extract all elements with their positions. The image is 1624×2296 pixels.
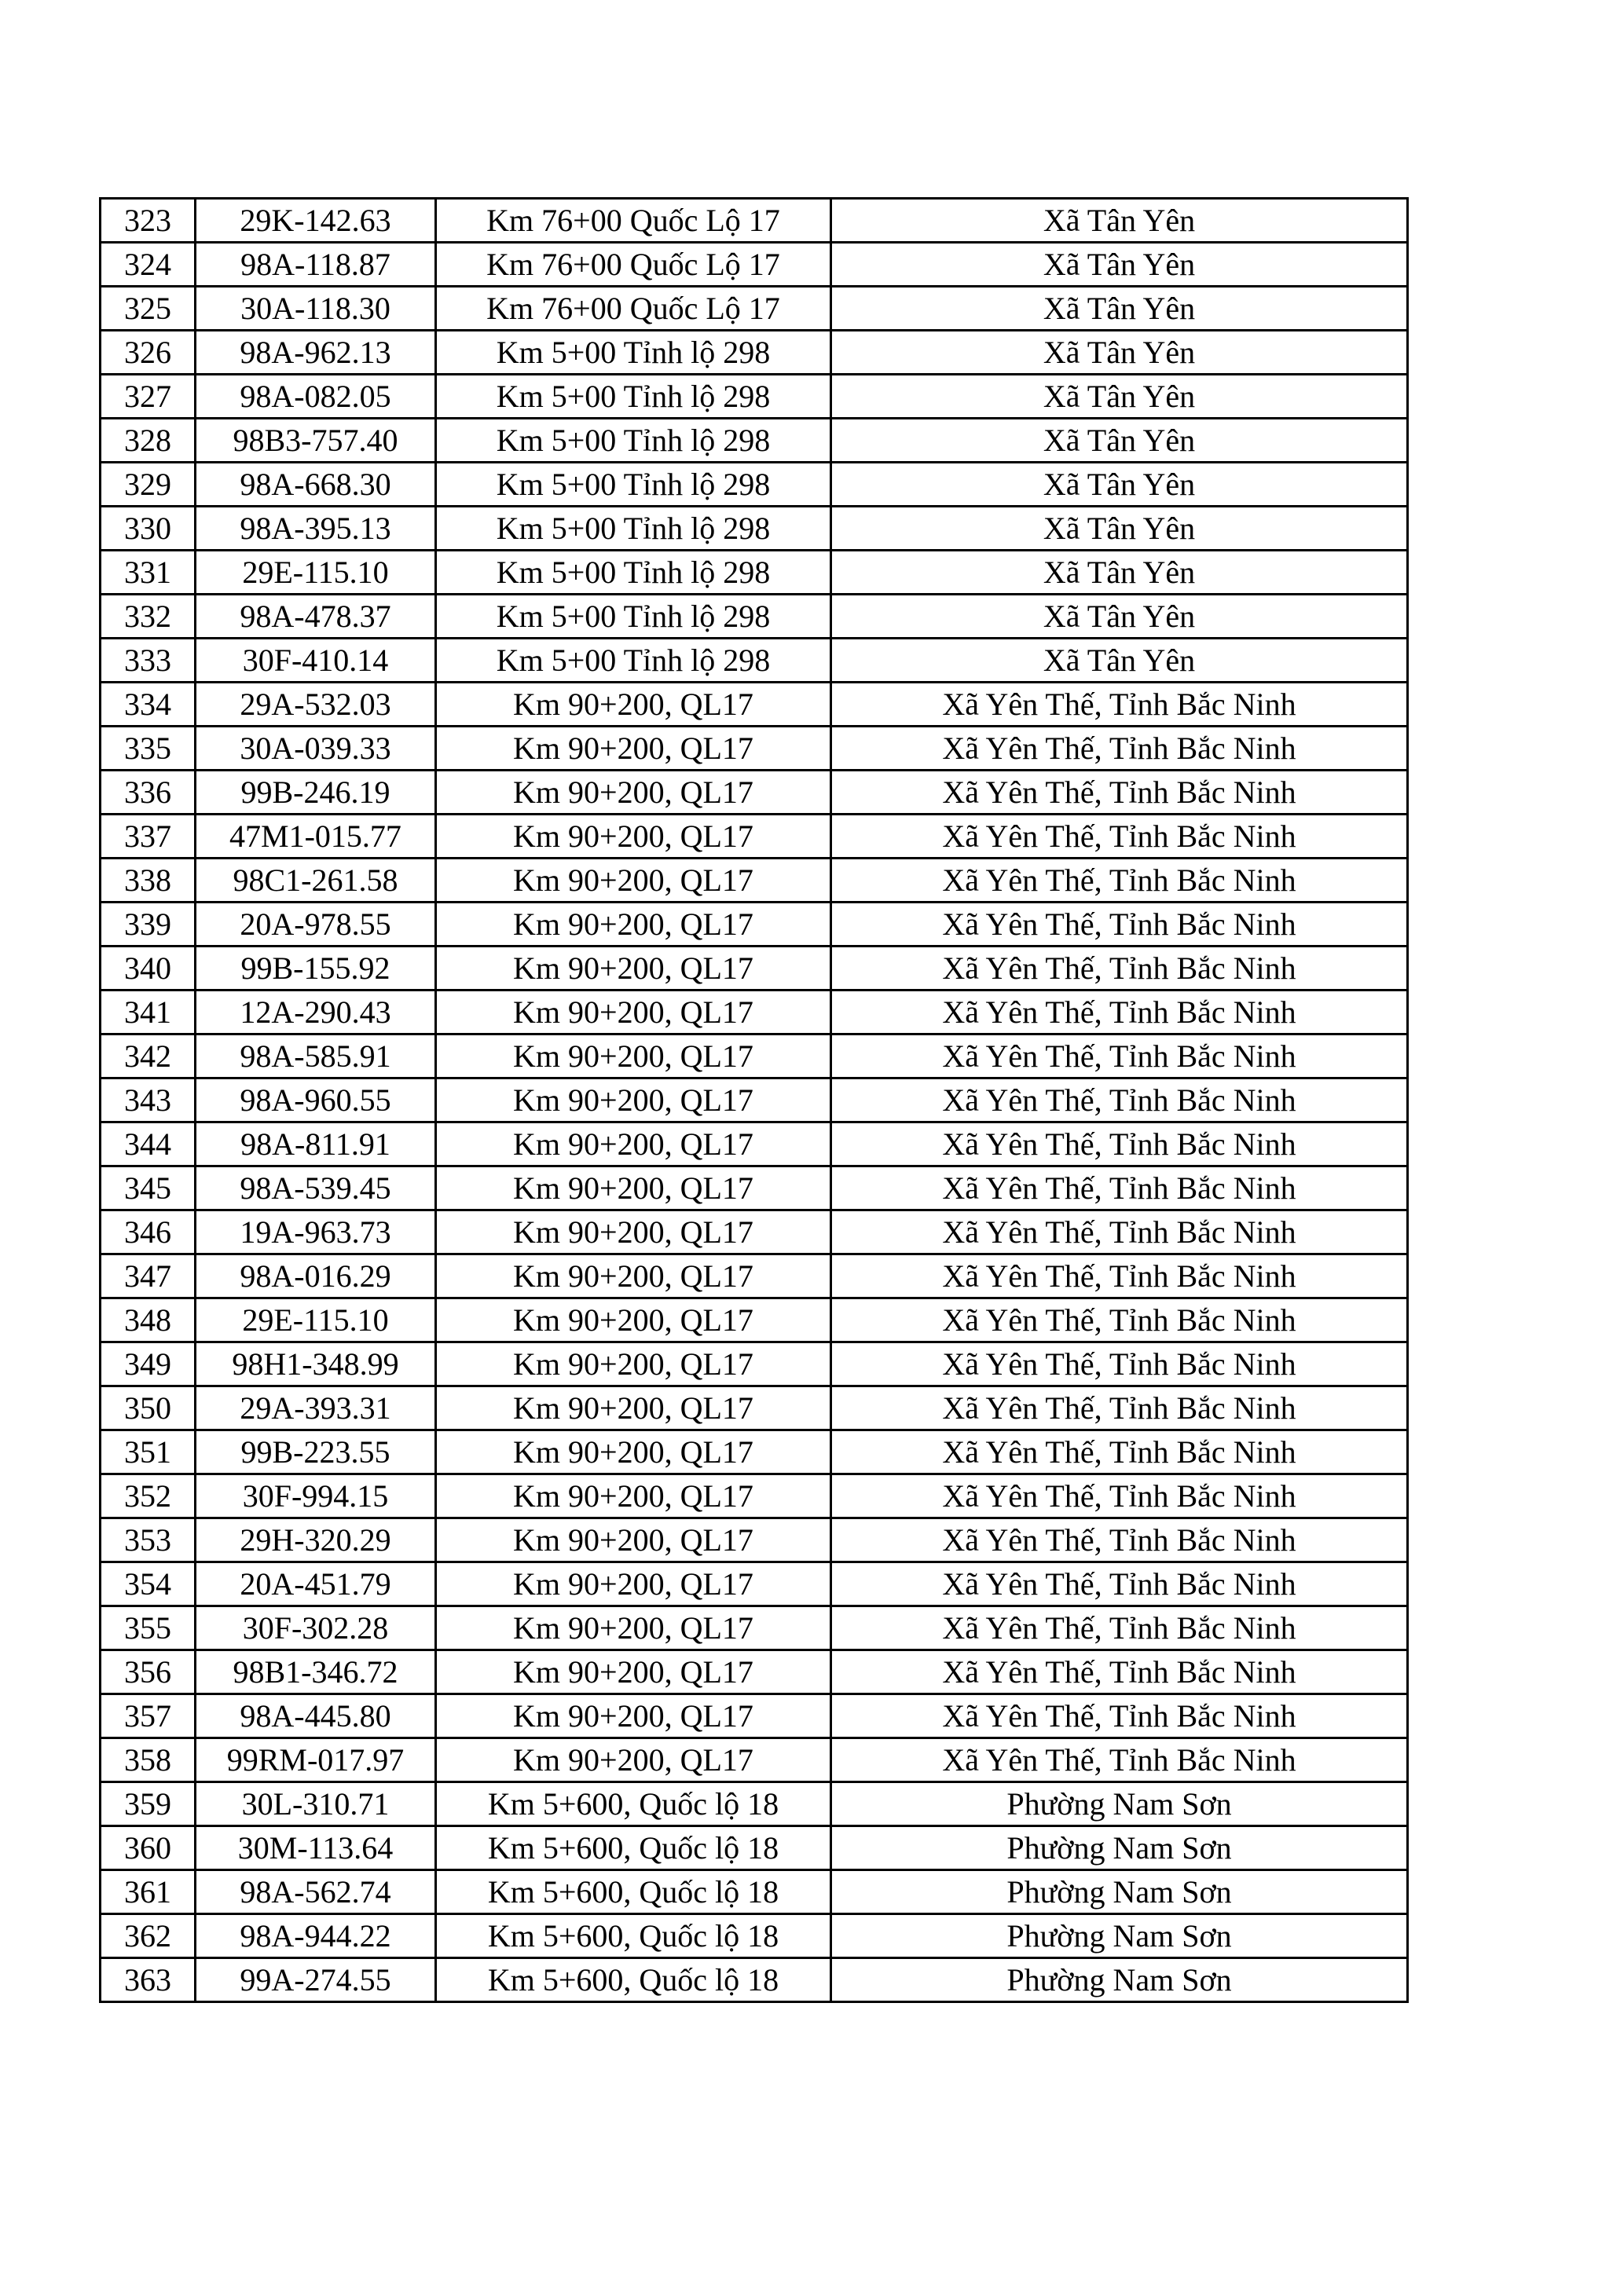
license-plate-cell: 98B3-757.40 — [196, 419, 436, 463]
license-plate-cell: 99B-223.55 — [196, 1430, 436, 1474]
license-plate-cell: 98A-585.91 — [196, 1034, 436, 1078]
location-cell: Km 90+200, QL17 — [436, 1342, 831, 1386]
unit-cell: Xã Yên Thế, Tỉnh Bắc Ninh — [831, 1342, 1408, 1386]
location-cell: Km 76+00 Quốc Lộ 17 — [436, 243, 831, 287]
unit-cell: Phường Nam Sơn — [831, 1782, 1408, 1826]
license-plate-cell: 98A-016.29 — [196, 1254, 436, 1298]
license-plate-cell: 20A-451.79 — [196, 1562, 436, 1606]
unit-cell: Xã Tân Yên — [831, 243, 1408, 287]
location-cell: Km 5+600, Quốc lộ 18 — [436, 1870, 831, 1914]
row-number-cell: 348 — [101, 1298, 196, 1342]
license-plate-cell: 98H1-348.99 — [196, 1342, 436, 1386]
location-cell: Km 5+600, Quốc lộ 18 — [436, 1958, 831, 2002]
table-row — [101, 1562, 1408, 1606]
unit-cell: Phường Nam Sơn — [831, 1870, 1408, 1914]
license-plate-cell: 30A-118.30 — [196, 287, 436, 331]
row-number-cell: 349 — [101, 1342, 196, 1386]
unit-cell: Xã Tân Yên — [831, 595, 1408, 639]
unit-cell: Xã Tân Yên — [831, 463, 1408, 507]
unit-cell: Xã Yên Thế, Tỉnh Bắc Ninh — [831, 1078, 1408, 1122]
row-number-cell: 324 — [101, 243, 196, 287]
license-plate-cell: 12A-290.43 — [196, 991, 436, 1034]
row-number-cell: 343 — [101, 1078, 196, 1122]
location-cell: Km 90+200, QL17 — [436, 1122, 831, 1166]
location-cell: Km 5+600, Quốc lộ 18 — [436, 1782, 831, 1826]
row-number-cell: 344 — [101, 1122, 196, 1166]
location-cell: Km 5+00 Tỉnh lộ 298 — [436, 375, 831, 419]
row-number-cell: 361 — [101, 1870, 196, 1914]
license-plate-cell: 98A-944.22 — [196, 1914, 436, 1958]
row-number-cell: 363 — [101, 1958, 196, 2002]
row-number-cell: 339 — [101, 903, 196, 947]
unit-cell: Phường Nam Sơn — [831, 1958, 1408, 2002]
unit-cell: Xã Yên Thế, Tỉnh Bắc Ninh — [831, 1430, 1408, 1474]
location-cell: Km 90+200, QL17 — [436, 1386, 831, 1430]
row-number-cell: 323 — [101, 199, 196, 243]
license-plate-cell: 29E-115.10 — [196, 551, 436, 595]
table-row — [101, 1518, 1408, 1562]
table-row — [101, 1298, 1408, 1342]
unit-cell: Phường Nam Sơn — [831, 1826, 1408, 1870]
unit-cell: Xã Yên Thế, Tỉnh Bắc Ninh — [831, 771, 1408, 815]
table-row — [101, 375, 1408, 419]
row-number-cell: 356 — [101, 1650, 196, 1694]
license-plate-cell: 29H-320.29 — [196, 1518, 436, 1562]
row-number-cell: 355 — [101, 1606, 196, 1650]
unit-cell: Xã Yên Thế, Tỉnh Bắc Ninh — [831, 859, 1408, 903]
row-number-cell: 350 — [101, 1386, 196, 1430]
license-plate-cell: 98A-962.13 — [196, 331, 436, 375]
location-cell: Km 5+00 Tỉnh lộ 298 — [436, 463, 831, 507]
row-number-cell: 358 — [101, 1738, 196, 1782]
license-plate-cell: 30F-994.15 — [196, 1474, 436, 1518]
unit-cell: Xã Yên Thế, Tỉnh Bắc Ninh — [831, 903, 1408, 947]
row-number-cell: 336 — [101, 771, 196, 815]
unit-cell: Xã Tân Yên — [831, 287, 1408, 331]
row-number-cell: 327 — [101, 375, 196, 419]
row-number-cell: 347 — [101, 1254, 196, 1298]
unit-cell: Xã Tân Yên — [831, 331, 1408, 375]
table-row — [101, 727, 1408, 771]
license-plate-cell: 98A-668.30 — [196, 463, 436, 507]
table-body — [101, 199, 1408, 2002]
license-plate-cell: 20A-978.55 — [196, 903, 436, 947]
license-plate-cell: 98B1-346.72 — [196, 1650, 436, 1694]
unit-cell: Xã Yên Thế, Tỉnh Bắc Ninh — [831, 1650, 1408, 1694]
table-row — [101, 463, 1408, 507]
row-number-cell: 328 — [101, 419, 196, 463]
location-cell: Km 5+600, Quốc lộ 18 — [436, 1826, 831, 1870]
table-row — [101, 507, 1408, 551]
row-number-cell: 337 — [101, 815, 196, 859]
location-cell: Km 90+200, QL17 — [436, 1738, 831, 1782]
location-cell: Km 90+200, QL17 — [436, 683, 831, 727]
table-row — [101, 1606, 1408, 1650]
table-row — [101, 1650, 1408, 1694]
table-row — [101, 1782, 1408, 1826]
location-cell: Km 76+00 Quốc Lộ 17 — [436, 199, 831, 243]
location-cell: Km 90+200, QL17 — [436, 947, 831, 991]
table-row — [101, 1826, 1408, 1870]
license-plate-cell: 29E-115.10 — [196, 1298, 436, 1342]
location-cell: Km 90+200, QL17 — [436, 859, 831, 903]
location-cell: Km 90+200, QL17 — [436, 1518, 831, 1562]
table-row — [101, 1342, 1408, 1386]
table-row — [101, 903, 1408, 947]
unit-cell: Xã Yên Thế, Tỉnh Bắc Ninh — [831, 683, 1408, 727]
location-cell: Km 5+00 Tỉnh lộ 298 — [436, 551, 831, 595]
license-plate-cell: 47M1-015.77 — [196, 815, 436, 859]
unit-cell: Xã Yên Thế, Tỉnh Bắc Ninh — [831, 1562, 1408, 1606]
location-cell: Km 90+200, QL17 — [436, 1078, 831, 1122]
location-cell: Km 90+200, QL17 — [436, 1650, 831, 1694]
unit-cell: Xã Yên Thế, Tỉnh Bắc Ninh — [831, 1166, 1408, 1210]
location-cell: Km 90+200, QL17 — [436, 815, 831, 859]
license-plate-cell: 99A-274.55 — [196, 1958, 436, 2002]
license-plate-cell: 98A-562.74 — [196, 1870, 436, 1914]
row-number-cell: 359 — [101, 1782, 196, 1826]
row-number-cell: 335 — [101, 727, 196, 771]
table-row — [101, 639, 1408, 683]
table-row — [101, 1386, 1408, 1430]
table-row — [101, 1166, 1408, 1210]
row-number-cell: 345 — [101, 1166, 196, 1210]
table-row — [101, 771, 1408, 815]
row-number-cell: 332 — [101, 595, 196, 639]
license-plate-cell: 99B-155.92 — [196, 947, 436, 991]
table-row — [101, 859, 1408, 903]
license-plate-cell: 30A-039.33 — [196, 727, 436, 771]
row-number-cell: 341 — [101, 991, 196, 1034]
table-row — [101, 1430, 1408, 1474]
row-number-cell: 352 — [101, 1474, 196, 1518]
location-cell: Km 90+200, QL17 — [436, 903, 831, 947]
unit-cell: Xã Yên Thế, Tỉnh Bắc Ninh — [831, 1518, 1408, 1562]
license-plate-cell: 98C1-261.58 — [196, 859, 436, 903]
row-number-cell: 351 — [101, 1430, 196, 1474]
unit-cell: Xã Yên Thế, Tỉnh Bắc Ninh — [831, 1606, 1408, 1650]
unit-cell: Xã Yên Thế, Tỉnh Bắc Ninh — [831, 947, 1408, 991]
license-plate-cell: 99RM-017.97 — [196, 1738, 436, 1782]
row-number-cell: 326 — [101, 331, 196, 375]
table-row — [101, 1078, 1408, 1122]
unit-cell: Xã Tân Yên — [831, 507, 1408, 551]
row-number-cell: 330 — [101, 507, 196, 551]
location-cell: Km 5+00 Tỉnh lộ 298 — [436, 639, 831, 683]
license-plate-cell: 29A-393.31 — [196, 1386, 436, 1430]
unit-cell: Xã Tân Yên — [831, 551, 1408, 595]
location-cell: Km 5+00 Tỉnh lộ 298 — [436, 507, 831, 551]
unit-cell: Xã Yên Thế, Tỉnh Bắc Ninh — [831, 1210, 1408, 1254]
unit-cell: Xã Yên Thế, Tỉnh Bắc Ninh — [831, 1474, 1408, 1518]
table-row — [101, 331, 1408, 375]
location-cell: Km 90+200, QL17 — [436, 1562, 831, 1606]
row-number-cell: 338 — [101, 859, 196, 903]
table-row — [101, 199, 1408, 243]
table-row — [101, 551, 1408, 595]
row-number-cell: 357 — [101, 1694, 196, 1738]
row-number-cell: 331 — [101, 551, 196, 595]
row-number-cell: 329 — [101, 463, 196, 507]
table-row — [101, 1694, 1408, 1738]
location-cell: Km 5+00 Tỉnh lộ 298 — [436, 331, 831, 375]
row-number-cell: 325 — [101, 287, 196, 331]
location-cell: Km 90+200, QL17 — [436, 1694, 831, 1738]
unit-cell: Xã Yên Thế, Tỉnh Bắc Ninh — [831, 1298, 1408, 1342]
unit-cell: Xã Yên Thế, Tỉnh Bắc Ninh — [831, 1034, 1408, 1078]
unit-cell: Xã Yên Thế, Tỉnh Bắc Ninh — [831, 1254, 1408, 1298]
license-plate-cell: 98A-478.37 — [196, 595, 436, 639]
row-number-cell: 360 — [101, 1826, 196, 1870]
table-row — [101, 1958, 1408, 2002]
license-plate-cell: 98A-539.45 — [196, 1166, 436, 1210]
unit-cell: Phường Nam Sơn — [831, 1914, 1408, 1958]
table-row — [101, 1254, 1408, 1298]
location-cell: Km 76+00 Quốc Lộ 17 — [436, 287, 831, 331]
table-row — [101, 243, 1408, 287]
license-plate-cell: 98A-395.13 — [196, 507, 436, 551]
license-plate-cell: 98A-960.55 — [196, 1078, 436, 1122]
unit-cell: Xã Yên Thế, Tỉnh Bắc Ninh — [831, 1122, 1408, 1166]
table-row — [101, 1210, 1408, 1254]
location-cell: Km 90+200, QL17 — [436, 1034, 831, 1078]
location-cell: Km 90+200, QL17 — [436, 771, 831, 815]
license-plate-cell: 99B-246.19 — [196, 771, 436, 815]
row-number-cell: 342 — [101, 1034, 196, 1078]
unit-cell: Xã Yên Thế, Tỉnh Bắc Ninh — [831, 815, 1408, 859]
location-cell: Km 5+00 Tỉnh lộ 298 — [436, 595, 831, 639]
unit-cell: Xã Yên Thế, Tỉnh Bắc Ninh — [831, 991, 1408, 1034]
unit-cell: Xã Yên Thế, Tỉnh Bắc Ninh — [831, 727, 1408, 771]
table-row — [101, 1914, 1408, 1958]
table-row — [101, 1870, 1408, 1914]
table-row — [101, 947, 1408, 991]
row-number-cell: 334 — [101, 683, 196, 727]
license-plate-cell: 98A-445.80 — [196, 1694, 436, 1738]
unit-cell: Xã Yên Thế, Tỉnh Bắc Ninh — [831, 1694, 1408, 1738]
table-row — [101, 683, 1408, 727]
unit-cell: Xã Yên Thế, Tỉnh Bắc Ninh — [831, 1386, 1408, 1430]
location-cell: Km 90+200, QL17 — [436, 1254, 831, 1298]
table-row — [101, 815, 1408, 859]
location-cell: Km 90+200, QL17 — [436, 1166, 831, 1210]
license-plate-cell: 29K-142.63 — [196, 199, 436, 243]
license-plate-cell: 19A-963.73 — [196, 1210, 436, 1254]
table-row — [101, 595, 1408, 639]
table-row — [101, 419, 1408, 463]
violations-table — [99, 197, 1409, 2003]
location-cell: Km 90+200, QL17 — [436, 991, 831, 1034]
license-plate-cell: 29A-532.03 — [196, 683, 436, 727]
row-number-cell: 340 — [101, 947, 196, 991]
location-cell: Km 90+200, QL17 — [436, 1298, 831, 1342]
row-number-cell: 362 — [101, 1914, 196, 1958]
unit-cell: Xã Yên Thế, Tỉnh Bắc Ninh — [831, 1738, 1408, 1782]
row-number-cell: 353 — [101, 1518, 196, 1562]
location-cell: Km 90+200, QL17 — [436, 1210, 831, 1254]
license-plate-cell: 98A-118.87 — [196, 243, 436, 287]
row-number-cell: 346 — [101, 1210, 196, 1254]
license-plate-cell: 30F-302.28 — [196, 1606, 436, 1650]
unit-cell: Xã Tân Yên — [831, 199, 1408, 243]
table-row — [101, 287, 1408, 331]
license-plate-cell: 98A-811.91 — [196, 1122, 436, 1166]
location-cell: Km 5+00 Tỉnh lộ 298 — [436, 419, 831, 463]
license-plate-cell: 30L-310.71 — [196, 1782, 436, 1826]
table-row — [101, 1034, 1408, 1078]
row-number-cell: 333 — [101, 639, 196, 683]
table-row — [101, 1474, 1408, 1518]
location-cell: Km 90+200, QL17 — [436, 727, 831, 771]
location-cell: Km 90+200, QL17 — [436, 1474, 831, 1518]
unit-cell: Xã Tân Yên — [831, 375, 1408, 419]
license-plate-cell: 30M-113.64 — [196, 1826, 436, 1870]
table-row — [101, 1738, 1408, 1782]
row-number-cell: 354 — [101, 1562, 196, 1606]
location-cell: Km 90+200, QL17 — [436, 1606, 831, 1650]
unit-cell: Xã Tân Yên — [831, 639, 1408, 683]
table-row — [101, 991, 1408, 1034]
license-plate-cell: 98A-082.05 — [196, 375, 436, 419]
license-plate-cell: 30F-410.14 — [196, 639, 436, 683]
location-cell: Km 90+200, QL17 — [436, 1430, 831, 1474]
location-cell: Km 5+600, Quốc lộ 18 — [436, 1914, 831, 1958]
unit-cell: Xã Tân Yên — [831, 419, 1408, 463]
table-row — [101, 1122, 1408, 1166]
